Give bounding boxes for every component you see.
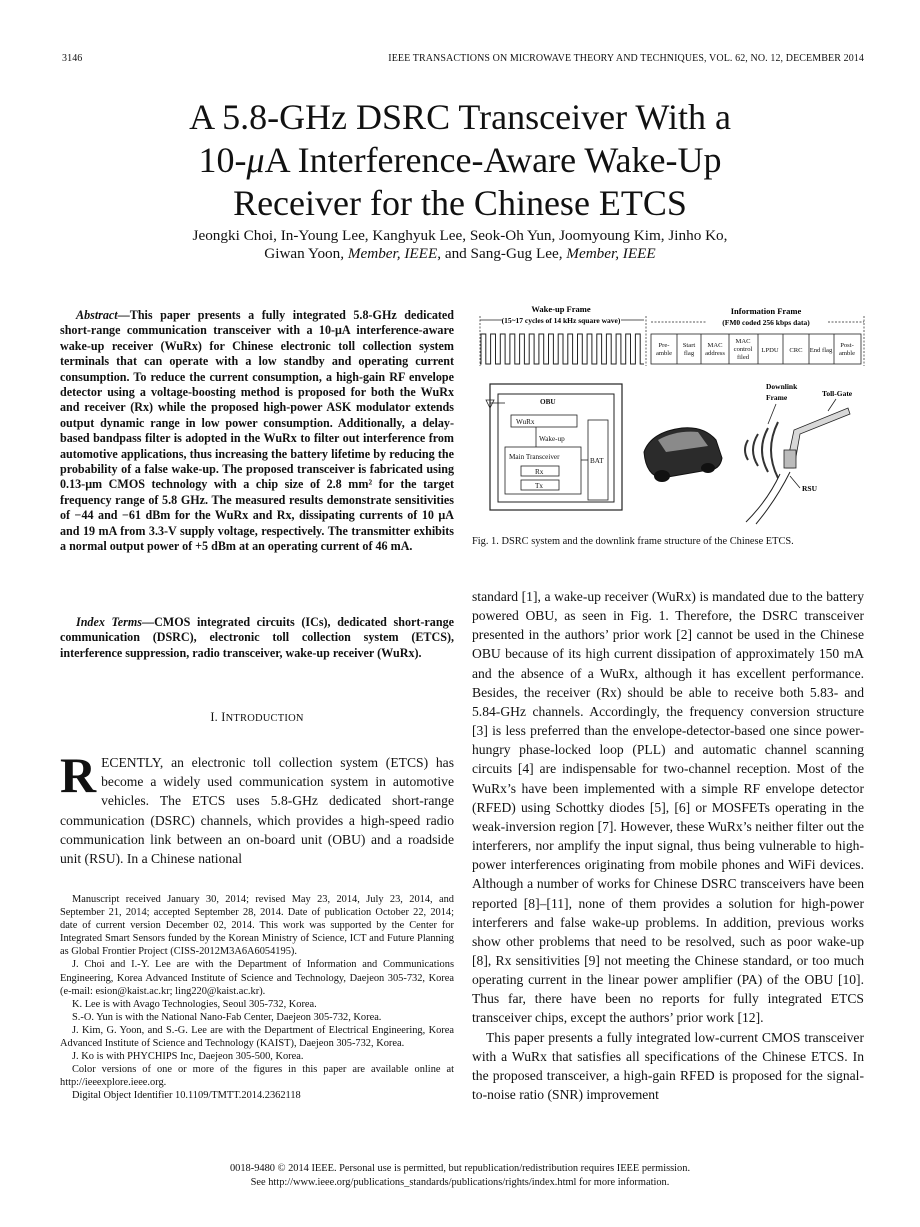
field-preamble-2: amble	[655, 350, 673, 357]
wakeup-label: Wake-up	[539, 435, 565, 443]
footnote-kim-yoon-lee: J. Kim, G. Yoon, and S.-G. Lee are with the Department of Electrical Engineering, Korea Advanced Institute of Science and Technology (KAIST), Daejeon 305-732, Korea.	[60, 1024, 454, 1050]
field-lpdu: LPDU	[761, 347, 779, 354]
footnote-color: Color versions of one or more of the figures in this paper are available online at http://ieeexplore.ieee.org.	[60, 1064, 454, 1089]
field-mac-2: address	[705, 350, 725, 357]
wakeup-frame-label: Wake-up Frame	[531, 304, 591, 314]
drop-cap: R	[60, 747, 97, 803]
field-start-1: Start	[682, 342, 696, 349]
field-start-2: flag	[683, 350, 695, 357]
downlink-label-2: Frame	[766, 393, 788, 402]
info-frame-sub: (FM0 coded 256 kbps data)	[722, 318, 810, 327]
author-lee-membership: , Member, IEEE	[558, 245, 656, 262]
right-column-body	[472, 587, 864, 1104]
field-preamble-1: Pre-	[658, 342, 670, 349]
title-line-3: Receiver for the Chinese ETCS	[233, 183, 687, 223]
figure-1-diagram	[476, 300, 866, 530]
abstract	[60, 308, 454, 555]
introduction-text: ECENTLY, an electronic toll collection system (ETCS) has become a widely used communication system in automotive vehicles. The ETCS uses 5.8-GHz dedicated short-range communication (DSRC) channels, which provides a high-speed radio communication link between an on-board unit (OBU) and a roadside unit (RSU). In a Chinese national	[60, 755, 454, 867]
figure-1-caption: Fig. 1. DSRC system and the downlink frame structure of the Chinese ETCS.	[472, 536, 794, 547]
obu-label: OBU	[540, 398, 556, 406]
abstract-label: Abstract	[76, 308, 118, 322]
field-post-1: Post-	[840, 342, 854, 349]
section-numeral: I.	[210, 710, 222, 724]
footnote-k-lee: K. Lee is with Avago Technologies, Seoul 305-732, Korea.	[72, 998, 317, 1010]
section-heading-introduction	[60, 710, 454, 725]
abstract-text: —This paper presents a fully integrated 5.8-GHz dedicated short-range communication transceiver with a 10-μA interference-aware wake-up receiver (WuRx) for Chinese electronic toll collection system terminals that can operate with a low standby and operating current consumption. To reduce the current consumption, a high-gain RF envelope detector using a voltage-boosting method is proposed for both the WuRx and receiver (Rx) while the proposed high-power ASK modulator extends output dynamic range in low power consumption. Additionally, a delay-based bandpass filter is adopted in the WuRx to filter out interference from automotive applications, thus increasing the battery lifetime by reducing the probability of a false wake-up. The proposed transceiver is fabricated using 0.13-μm CMOS technology with a chip size of 2.8 mm² for the target frequency range of 5.8 GHz. The measured results demonstrate sensitivities of −44 and −61 dBm for the WuRx and Rx, dissipating currents of 10 μA and 19 mA from 3.3-V supply voltage, respectively. The transmitter exhibits a normal output power of +5 dBm at an operating current of 46 mA.	[60, 308, 454, 554]
field-macctrl-3: filed	[736, 354, 750, 361]
title-line-2-post: A Interference-Aware Wake-Up	[264, 140, 722, 180]
author-lee: , and Sang-Gug Lee	[437, 245, 559, 262]
paper-title	[60, 96, 860, 225]
footer-line-2: See http://www.ieee.org/publications_standards/publications/rights/index.html for more information.	[250, 1177, 670, 1188]
downlink-label-1: Downlink	[766, 382, 798, 391]
footnote-manuscript: Manuscript received January 30, 2014; revised May 23, 2014, July 23, 2014, and September 21, 2014; accepted September 28, 2014. Date of publication October 22, 2014; date of current version December 02, 2014. This work was supported by the Center for Integrated Smart Sensors funded by the Korean Ministry of Science, ICT and Future Planning as Global Frontier Project (CISS-2012M3A6A6054195).	[60, 894, 454, 958]
info-frame-label: Information Frame	[730, 306, 802, 316]
footnote-doi: Digital Object Identifier 10.1109/TMTT.2014.2362118	[72, 1090, 301, 1102]
footnote-choi-lee: J. Choi and I.-Y. Lee are with the Department of Information and Communications Engineering, Korea Advanced Institute of Science and Technology, Daejeon 305-732, Korea (e-mail: esion@kaist.ac.kr; ling220@kaist.ac.kr).	[60, 959, 454, 997]
vehicle-illustration	[644, 428, 722, 482]
author-yoon-membership: , Member, IEEE	[340, 245, 438, 262]
body-paragraph-1: standard [1], a wake-up receiver (WuRx) is mandated due to the battery powered OBU, as seen in Fig. 1. Therefore, the DSRC transceiver presented in the authors’ prior work [2] cannot be used in the Chinese OBU because of its high current dissipation of approximately 150 mA and the absence of a WuRx, although it has excellent performance. Besides, the receiver (Rx) should be able to receive both 5.83- and 5.84-GHz channels. Accordingly, the frequency conversion structure [3] is less preferred than the envelope-detector-based one since power-hungry phase-locked loop (PLL) and automatic channel scanning circuits [4] are indispensable for two-channel reception. Most of the WuRx’s have been implemented with a simple RF envelope detector (RFED) using Schottky diodes [5], [6] or MOSFETs operating in the weak-inversion region [7]. However, these WuRx’s neither filter out the interferers, nor amplify the input signal, thus being vulnerable to high-power interferences originating from mobile phones and WiFi devices. Although a number of works for Chinese DSRC transceivers have been reported [8]–[11], none of them provides a solution for high-power interferers and false wake-up problems. In addition, previous works show other problems that need to be resolved, such as poor wake-up [8], Rx sensitivities [9] not meeting the Chinese standard, or too much operating current in the linear power amplifier (PA) of the OBU [10]. Thus far, there have been no reports for fully integrated ETCS transceiver chips, except the authors’ prior work [12].	[472, 589, 864, 1026]
index-terms	[60, 615, 454, 661]
rsu-arrow	[790, 476, 800, 488]
footnote-ko: J. Ko is with PHYCHIPS Inc, Daejeon 305-500, Korea.	[72, 1051, 304, 1063]
field-macctrl-2: control	[733, 346, 753, 353]
authors-line-2	[60, 245, 860, 263]
footer-line-1: 0018-9480 © 2014 IEEE. Personal use is permitted, but republication/redistribution requires IEEE permission.	[229, 1163, 691, 1174]
title-mu-symbol: μ	[246, 140, 265, 180]
title-line-2-pre: 10-	[198, 140, 247, 180]
authors-line-1: Jeongki Choi, In-Young Lee, Kanghyuk Lee, Seok-Oh Yun, Joomyoung Kim, Jinho Ko,	[192, 227, 728, 244]
bat-label: BAT	[590, 457, 604, 465]
section-rest: NTRODUCTION	[225, 713, 304, 724]
toll-gate-arrow	[828, 399, 836, 411]
journal-header: IEEE TRANSACTIONS ON MICROWAVE THEORY AND TECHNIQUES, VOL. 62, NO. 12, DECEMBER 2014	[388, 53, 864, 64]
page-number: 3146	[62, 53, 83, 64]
title-line-1: A 5.8-GHz DSRC Transceiver With a	[189, 97, 731, 137]
toll-gate-structure	[746, 408, 850, 524]
wakeup-frame-sub: (15~17 cycles of 14 kHz square wave)	[501, 316, 621, 325]
downlink-arrow	[768, 404, 776, 424]
footnotes	[60, 893, 454, 1103]
field-end: End flag	[809, 347, 833, 354]
field-mac-1: MAC	[707, 342, 723, 349]
copyright-footer	[60, 1162, 860, 1190]
wurx-label: WuRx	[516, 418, 535, 426]
rsu-label: RSU	[802, 484, 818, 493]
section-initial: I	[221, 710, 226, 724]
footnote-yun: S.-O. Yun is with the National Nano-Fab Center, Daejeon 305-732, Korea.	[72, 1011, 382, 1023]
introduction-paragraph	[60, 747, 454, 868]
main-transceiver-label: Main Transceiver	[509, 453, 560, 461]
field-crc: CRC	[789, 347, 803, 354]
field-macctrl-1: MAC	[735, 338, 751, 345]
toll-gate-label: Toll-Gate	[822, 389, 853, 398]
downlink-signal-waves	[745, 422, 778, 478]
author-list	[60, 227, 860, 263]
body-paragraph-2: This paper presents a fully integrated low-current CMOS transceiver with a WuRx that satisfies all specifications of the Chinese ETCS. In the proposed transceiver, a high-gain RFED is proposed for the signal-to-noise ratio (SNR) improvement	[472, 1029, 864, 1103]
tx-label: Tx	[535, 482, 543, 490]
index-terms-label: Index Terms	[76, 615, 142, 629]
title-line-2	[60, 139, 860, 182]
index-terms-text: —CMOS integrated circuits (ICs), dedicated short-range communication (DSRC), electronic toll collection system (ETCS), interference suppression, radio transceiver, wake-up receiver (WuRx).	[60, 615, 454, 660]
wakeup-square-wave	[480, 334, 644, 364]
info-frame-field-labels	[656, 338, 855, 361]
field-post-2: amble	[838, 350, 856, 357]
rx-label: Rx	[535, 468, 544, 476]
author-yoon: Giwan Yoon	[264, 245, 341, 262]
